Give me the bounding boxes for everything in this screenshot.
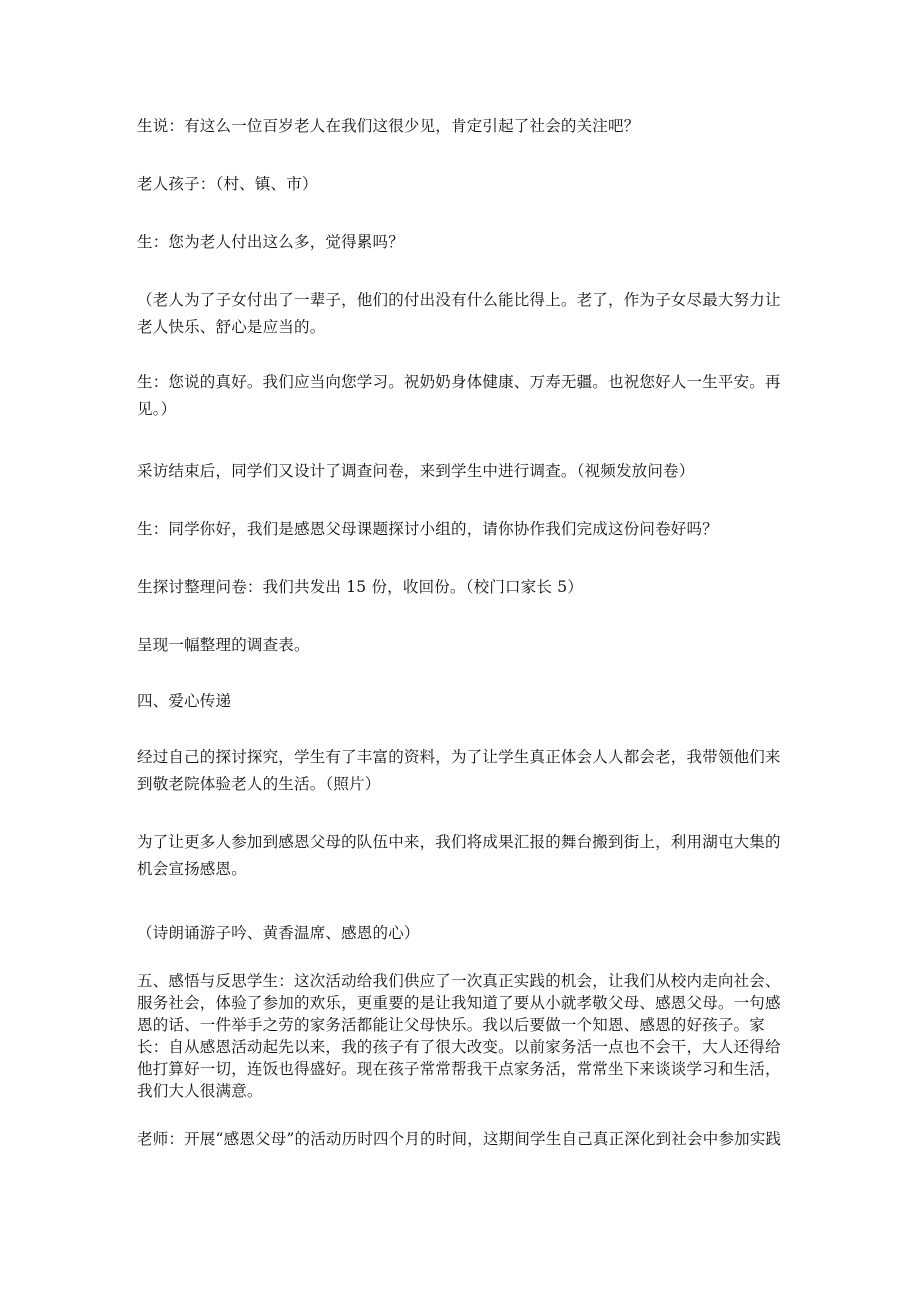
paragraph-survey-count: 生探讨整理问卷：我们共发出 15 份，收回份。（校门口家长 5） bbox=[137, 578, 584, 596]
paragraph-poem-recital: （诗朗诵游子吟、黄香温席、感恩的心） bbox=[137, 924, 420, 942]
paragraph-student-thanks: 生：您说的真好。我们应当向您学习。祝奶奶身体健康、万寿无疆。也祝您好人一生平安。再见。） bbox=[137, 373, 781, 418]
paragraph-student-tired: 生：您为老人付出这么多，觉得累吗？ bbox=[137, 233, 404, 251]
paragraph-survey-table: 呈现一幅整理的调查表。 bbox=[137, 636, 310, 654]
paragraph-teacher: 老师：开展“感恩父母”的活动历时四个月的时间，这期间学生自己真正深化到社会中参加实践 bbox=[137, 1130, 782, 1148]
section-heading-love: 四、爱心传递 bbox=[137, 692, 232, 710]
paragraph-student-greeting: 生：同学你好，我们是感恩父母课题探讨小组的，请你协作我们完成这份问卷好吗？ bbox=[137, 520, 718, 538]
paragraph-street-stage: 为了让更多人参加到感恩父母的队伍中来，我们将成果汇报的舞台搬到街上，利用湖屯大集的机会宣扬感恩。 bbox=[137, 833, 781, 878]
paragraph-survey-design: 采访结束后，同学们又设计了调查问卷，来到学生中进行调查。（视频发放问卷） bbox=[137, 462, 695, 480]
section-reflection: 五、感悟与反思学生：这次活动给我们供应了一次真正实践的机会，让我们从校内走向社会、服务社会，体验了参加的欢乐，更重要的是让我知道了要从小就孝敬父母、感恩父母。一句感恩的话、一件举手之劳的家务活都能让父母快乐。我以后要做一个知恩、感恩的好孩子。家长：自从感恩活动起先以来，我的孩子有了很大改变。以前家务活一点也不会干，大人还得给他打算好一切，连饭也得盛好。现在孩子常常帮我干点家务活，常常坐下来谈谈学习和生活，我们大人很满意。 bbox=[137, 972, 781, 1100]
paragraph-student-question: 生说：有这么一位百岁老人在我们这很少见，肯定引起了社会的关注吧？ bbox=[137, 117, 640, 135]
paragraph-nursing-home: 经过自己的探讨探究，学生有了丰富的资料，为了让学生真正体会人人都会老，我带领他们来到敬老院体验老人的生活。（照片） bbox=[137, 748, 781, 793]
paragraph-elder-answer: （老人为了子女付出了一辈子，他们的付出没有什么能比得上。老了，作为子女尽最大努力让老人快乐、舒心是应当的。 bbox=[137, 291, 781, 336]
paragraph-elder-child: 老人孩子：（村、镇、市） bbox=[137, 175, 318, 193]
